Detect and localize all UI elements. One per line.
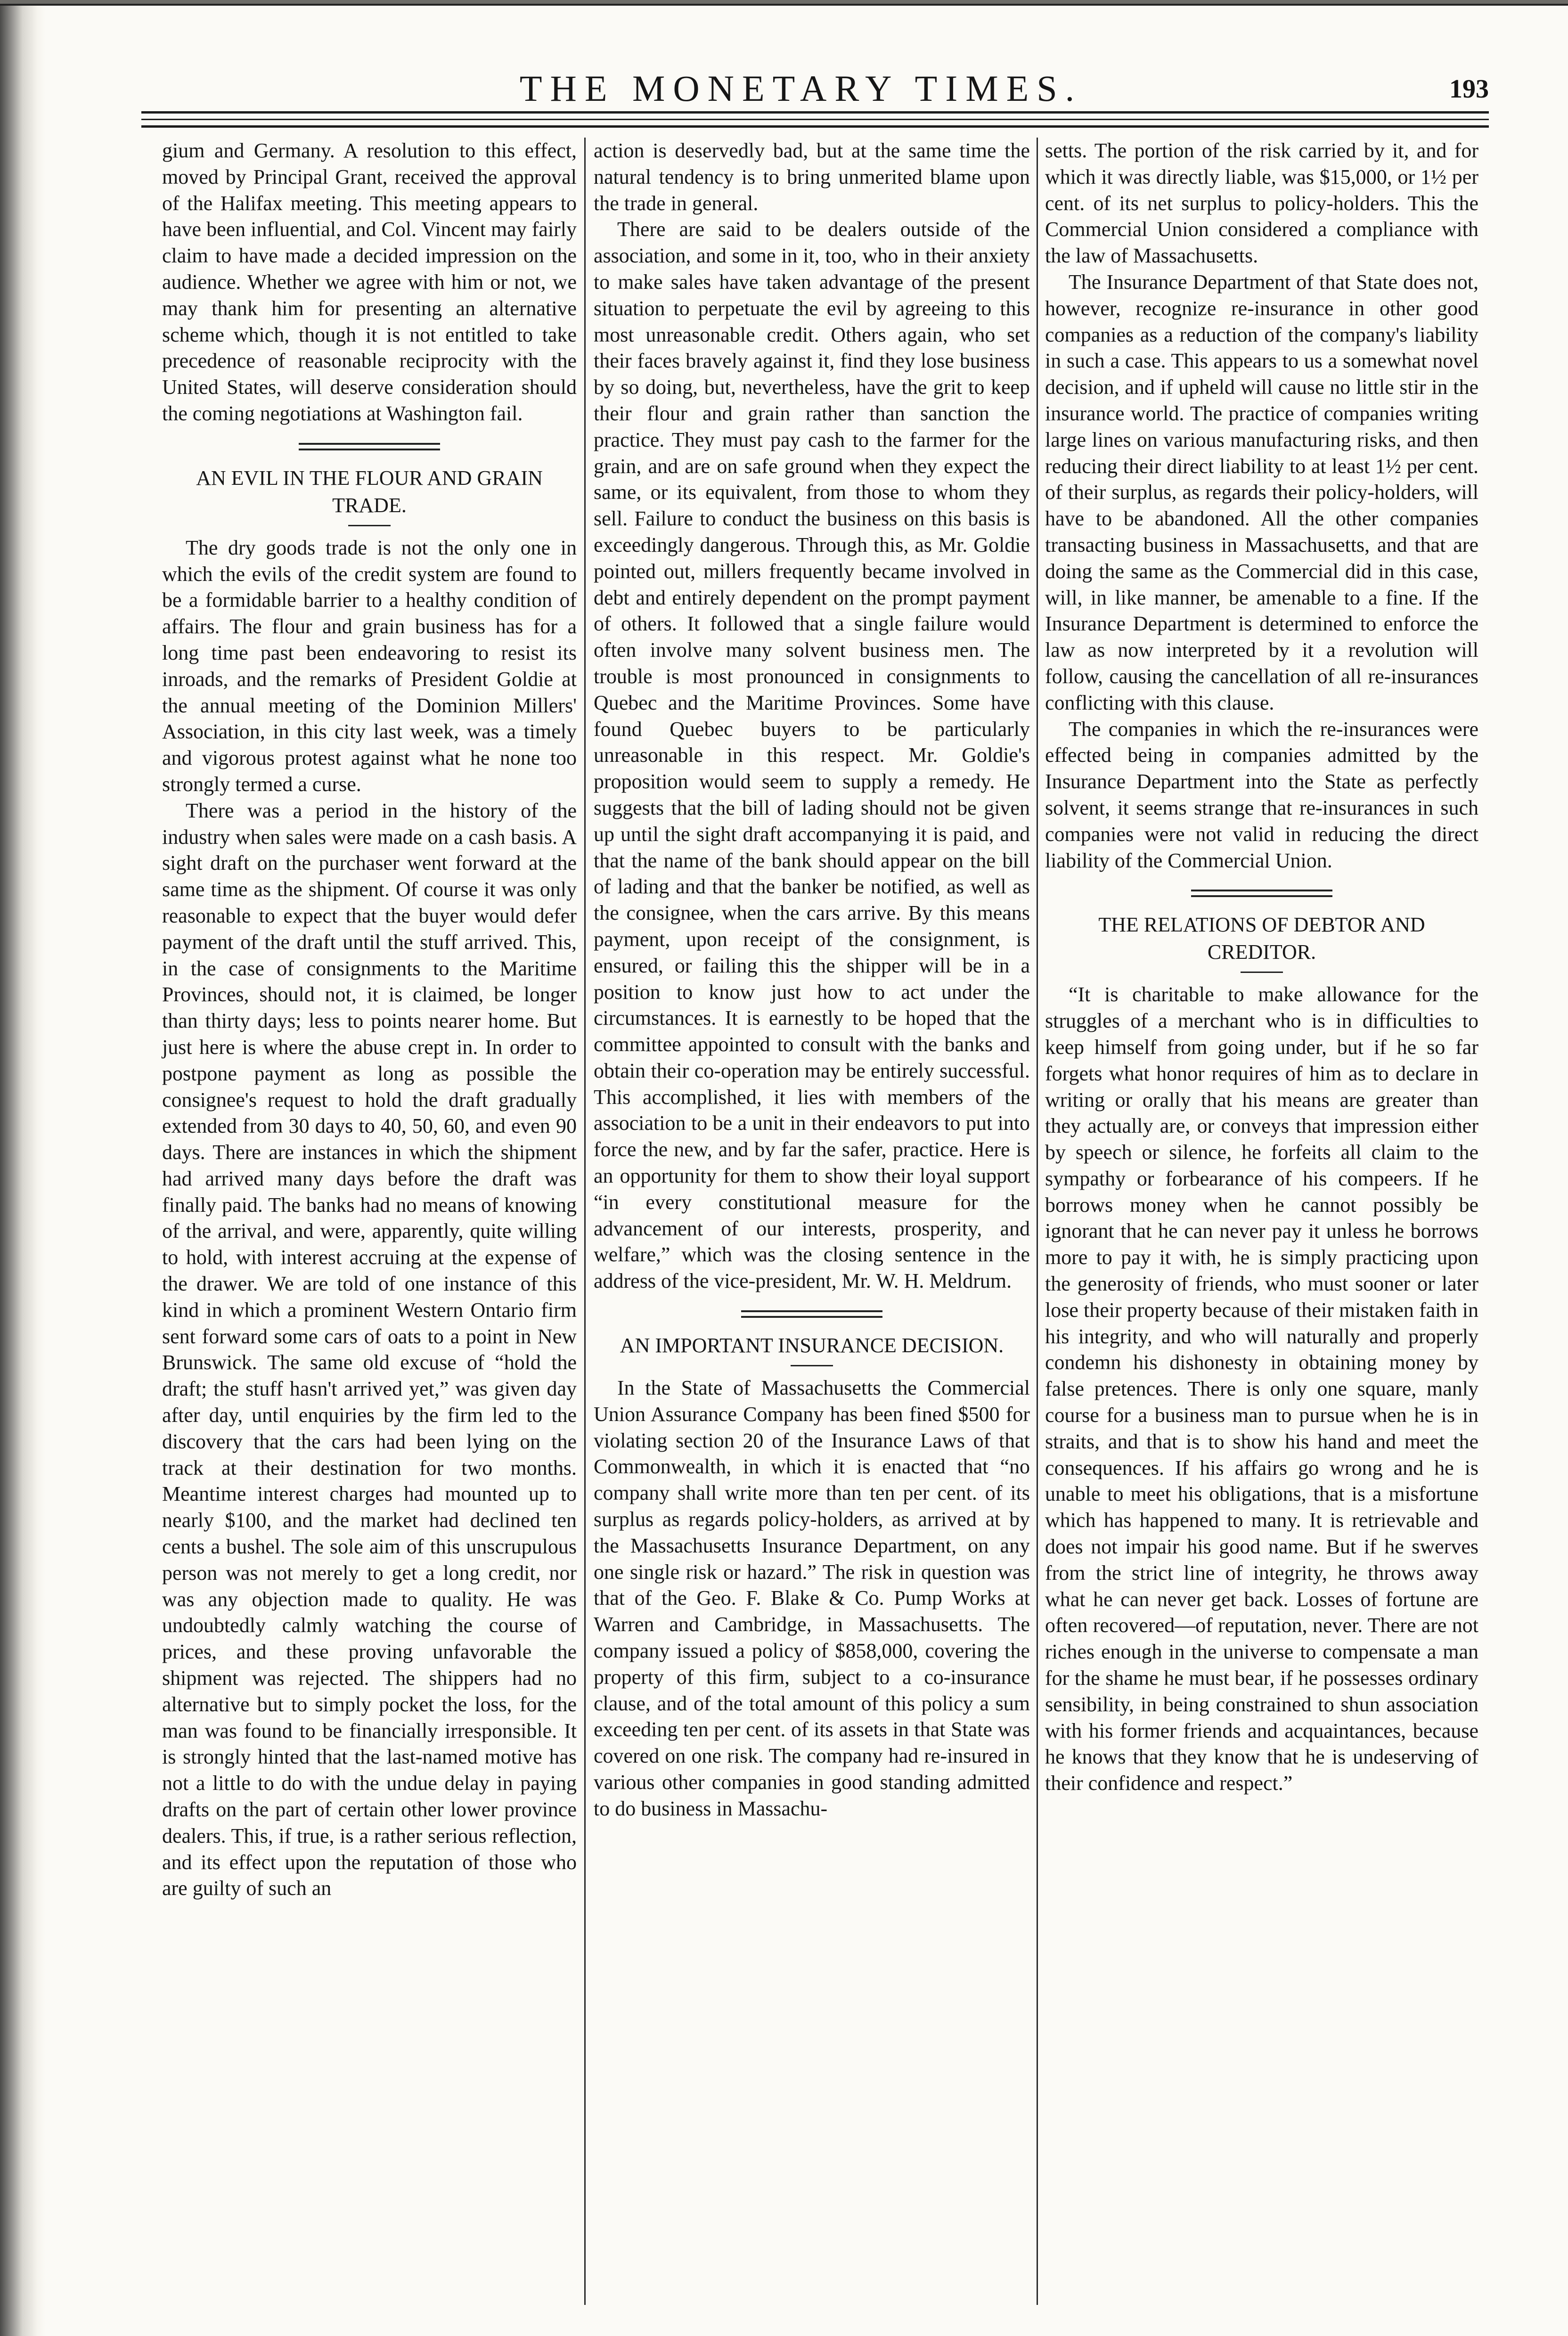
article-heading: THE RELATIONS OF DEBTOR AND CREDITOR. xyxy=(1098,913,1425,964)
article-column xyxy=(594,138,1030,1822)
top-border-rule xyxy=(0,4,1568,6)
article-paragraph: “It is charitable to make allowance for the struggles of a merchant who is in difficulties to keep himself from going under, but if he so far forgets what honor requires of him as to declare in writing or orally that his means are greater than they actually are, or conveys that impression either by speech or silence, he forfeits all claim to the sympathy or forbearance of his compeers. If he borrows money when he cannot possibly be ignorant that he can never pay it unless he borrows more to pay it with, he is simply practicing upon the generosity of friends, who must sooner or later lose their property because of their mistaken faith in his integrity, and who will naturally and properly condemn his dishonesty in obtaining money by false pretences. There is only one square, manly course for a business man to pursue when he is in straits, and that is to show his hand and meet the consequences. If his affairs go wrong and he is unable to meet his obligations, that is a misfortune which has happened to many. It is retrievable and does not impair his good name. But if he swerves from the strict line of integrity, he throws away what he can never get back. Losses of fortune are often recovered—of reputation, never. There are not riches enough in the universe to compensate a man for the shame he must bear, if he possesses ordinary sensibility, in being constrained to shun association with his former friends and acquaintances, because he knows that they know that he is undeserving of their confidence and respect.” xyxy=(1045,983,1478,1795)
article-heading: AN EVIL IN THE FLOUR AND GRAIN TRADE. xyxy=(196,466,543,517)
page-title: THE MONETARY TIMES. xyxy=(519,68,1083,109)
article-separator xyxy=(299,443,440,450)
article-paragraph: setts. The portion of the risk carried by it, and for which it was directly liable, was $15,000, or 1½ per cent. of its net surplus to policy-holders. This the Commercial Union considered a compliance with the law of Massachusetts. xyxy=(1045,139,1478,268)
heading-short-rule xyxy=(791,1365,833,1366)
article-paragraph: There was a period in the history of the industry when sales were made on a cash basis. A sight draft on the purchaser went forward at the same time as the shipment. Of course it was only reasonable to expect that the buyer would defer payment of the draft until the stuff arrived. This, in the case of consignments to the Maritime Provinces, should not, it is claimed, be longer than thirty days; less to points nearer home. But just here is where the abuse crept in. In order to postpone payment as long as possible the consignee's request to hold the draft gradually extended from 30 days to 40, 50, 60, and even 90 days. There are instances in which the shipment had arrived many days before the draft was finally paid. The banks had no means of knowing of the arrival, and were, apparently, quite willing to hold, with interest accruing at the expense of the drawer. We are told of one instance of this kind in which a prominent Western Ontario firm sent forward some cars of oats to a point in New Brunswick. The same old excuse of “hold the draft; the stuff hasn't arrived yet,” was given day after day, until enquiries by the firm led to the discovery that the cars had been lying on the track at their destination for two months. Meantime interest charges had mounted up to nearly $100, and the market had declined ten cents a bushel. The sole aim of this unscrupulous person was not merely to get a long credit, nor was any objection made to quality. He was undoubtedly calmly watching the course of prices, and these proving unfavorable the shipment was rejected. The shippers had no alternative but to simply pocket the loss, for the man was found to be financially irresponsible. It is strongly hinted that the last-named motive has not a little to do with the undue delay in paying drafts on the part of certain other lower province dealers. This, if true, is a rather serious reflection, and its effect upon the reputation of those who are guilty of such an xyxy=(162,799,577,1900)
masthead-rule xyxy=(141,111,1489,114)
article-separator xyxy=(741,1310,882,1318)
article-column xyxy=(162,138,577,1902)
page-top-edge xyxy=(0,0,1568,4)
article-paragraph: gium and Germany. A resolution to this effect, moved by Principal Grant, received the approval of the Halifax meeting. This meeting appears to have been influential, and Col. Vincent may fairly claim to have made a decided impression on the audience. Whether we agree with him or not, we may thank him for presenting an alternative scheme which, though it is not entitled to take precedence of reasonable reciprocity with the United States, will deserve consideration should the coming negotiations at Washington fail. xyxy=(162,139,577,425)
article-column xyxy=(1045,138,1478,1797)
article-paragraph: action is deservedly bad, but at the same time the natural tendency is to bring unmerited blame upon the trade in general. xyxy=(594,139,1030,215)
page-binding-edge xyxy=(0,0,45,2336)
article-paragraph: There are said to be dealers outside of the association, and some in it, too, who in their anxiety to make sales have taken advantage of the present situation to perpetuate the evil by agreeing to this most unreasonable credit. Others again, who set their faces bravely against it, find they lose business by so doing, but, nevertheless, have the grit to keep their flour and grain rather than sanction the practice. They must pay cash to the farmer for the grain, and are on safe ground when they expect the same, or its equivalent, from those to whom they sell. Failure to conduct the business on this basis is exceedingly dangerous. Through this, as Mr. Goldie pointed out, millers frequently became involved in debt and entirely dependent on the prompt payment of others. It followed that a single failure would often involve many solvent business men. The trouble is most pronounced in consignments to Quebec and the Maritime Provinces. Some have found Quebec buyers to be particularly unreasonable in this respect. Mr. Goldie's proposition would seem to supply a remedy. He suggests that the bill of lading should not be given up until the sight draft accompanying it is paid, and that the name of the bank should appear on the bill of lading and that the banker be notified, as well as the consignee, when the cars arrive. By this means payment, upon receipt of the consignment, is ensured, or failing this the shipper will be in a position to know just how to act under the circumstances. It is earnestly to be hoped that the committee appointed to consult with the banks and obtain their co-operation may be entirely successful. This accomplished, it lies with members of the association to be a unit in their endeavors to put into force the new, and by far the safer, practice. Here is an opportunity for them to show their loyal support “in every constitutional measure for the advancement of our interests, prosperity, and welfare,” which was the closing sentence in the address of the vice-president, Mr. W. H. Meldrum. xyxy=(594,218,1030,1293)
article-paragraph: The companies in which the re-insurances were effected being in companies admitted by the Insurance Department into the State as perfectly solvent, it seems strange that re-insurances in such companies were not valid in reducing the direct liability of the Commercial Union. xyxy=(1045,717,1478,872)
article-separator xyxy=(1191,890,1332,897)
article-paragraph: The dry goods trade is not the only one in which the evils of the credit system are found to be a formidable barrier to a healthy condition of affairs. The flour and grain business has for a long time past been endeavoring to resist its inroads, and the remarks of President Goldie at the annual meeting of the Dominion Millers' Association, in this city last week, was a timely and vigorous protest against what he none too strongly termed a curse. xyxy=(162,536,577,796)
article-paragraph: In the State of Massachusetts the Commercial Union Assurance Company has been fined $500 for violating section 20 of the Insurance Laws of that Commonwealth, in which it is enacted that “no company shall write more than ten per cent. of its surplus as regards policy-holders, as arrived at by the Massachusetts Insurance Department, on any one single risk or hazard.” The risk in question was that of the Geo. F. Blake & Co. Pump Works at Warren and Cambridge, in Massachusetts. The company issued a policy of $858,000, covering the property of this firm, subject to a co-insurance clause, and of the total amount of this policy a sum exceeding ten per cent. of its assets in that State was covered on one risk. The company had re-insured in various other companies in good standing admitted to do business in Massachu- xyxy=(594,1376,1030,1820)
article-paragraph: The Insurance Department of that State does not, however, recognize re-insurance in other good companies as a reduction of the company's liability in such a case. This appears to us a somewhat novel decision, and if upheld will cause no little stir in the insurance world. The practice of companies writing large lines on various manufacturing risks, and then reducing their direct liability to at least 1½ per cent. of their surplus, as regards their policy-holders, will have to be abandoned. All the other companies transacting business in Massachusetts, and that are doing the same as the Commercial did in this case, will, in like manner, be amenable to a fine. If the Insurance Department is determined to enforce the law as now interpreted by it a revolution will follow, causing the cancellation of all re-insurances conflicting with this clause. xyxy=(1045,270,1478,714)
heading-short-rule xyxy=(1241,972,1283,973)
page-number: 193 xyxy=(1449,74,1489,104)
heading-short-rule xyxy=(348,525,391,526)
masthead-rule xyxy=(141,125,1489,128)
masthead-rule xyxy=(141,119,1489,120)
column-divider xyxy=(1037,138,1038,2305)
column-divider xyxy=(584,138,586,2305)
article-heading: AN IMPORTANT INSURANCE DECISION. xyxy=(620,1334,1004,1357)
